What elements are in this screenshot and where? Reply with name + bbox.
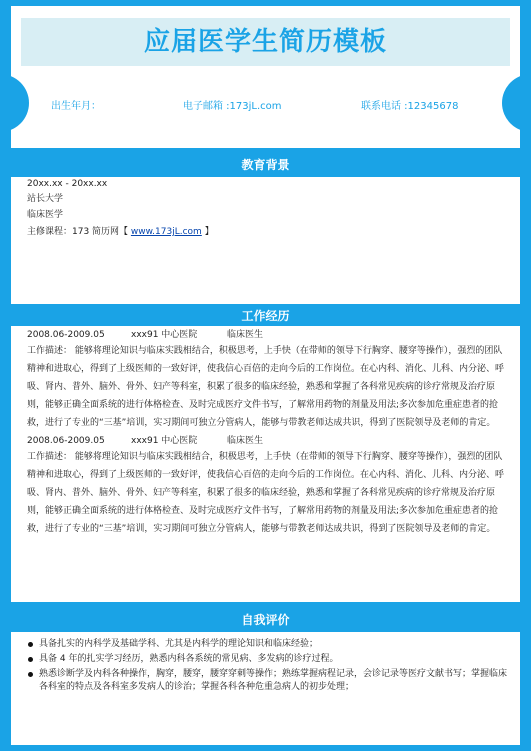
job-entry (27, 434, 507, 538)
job-header (27, 328, 507, 342)
job-period: 2008.06-2009.05 (27, 330, 105, 340)
education-major: 临床医学 (27, 210, 64, 220)
education-courses (27, 225, 214, 239)
education-period: 20xx.xx - 20xx.xx (27, 179, 108, 189)
list-item: 具备 4 年的扎实学习经历，熟悉内科各系统的常见病、多发病的诊疗过程。 (25, 653, 511, 666)
work-section (11, 326, 520, 602)
job-role: 临床医生 (227, 436, 264, 446)
self-evaluation-list (25, 638, 511, 696)
header-card (11, 6, 520, 148)
title-band (21, 18, 510, 66)
self-evaluation-heading: 自我评价 (241, 613, 290, 627)
work-heading: 工作经历 (241, 309, 290, 323)
education-school: 站长大学 (27, 194, 64, 204)
page-title: 应届医学生简历模板 (143, 27, 387, 57)
list-item: 熟悉诊断学及内科各种操作，胸穿，腰穿，腰穿穿刺等操作；熟练掌握病程记录，会诊记录等医疗文献书写；掌握临床各科室的特点及各科室多发病人的诊治；掌握各科各种危重急病人的初步处理； (25, 668, 511, 694)
contact-row (11, 97, 520, 113)
phone-label: 联系电话 :12345678 (361, 101, 459, 112)
courses-link[interactable]: www.173jL.com (130, 227, 202, 237)
self-evaluation-section (11, 632, 520, 745)
resume-page (11, 6, 520, 745)
birth-label: 出生年月： (51, 101, 101, 112)
job-org: xxx91 中心医院 (131, 330, 198, 340)
courses-suffix: 】 (204, 227, 214, 237)
job-period: 2008.06-2009.05 (27, 436, 105, 446)
job-description: 工作描述： 能够将理论知识与临床实践相结合，积极思考，上手快（在带师的领导下行胸穿、腰穿等操作），强烈的团队精神和进取心，得到了上级医师的一致好评，使我信心百倍的走向今后的工作岗位。在心内科、消化、儿科、内分泌、呼吸、肾内、普外、脑外、骨外、妇产等科室，积累了很多的临床经验，熟悉和掌握了各科常见疾病的诊疗常规及治疗原则，能够正确全面系统的进行体格检查、及时完成医疗文件书写，了解常用药物的剂量及用法;多次参加危重症患者的抢救，进行了专业的“三基”培训，实习期间可独立分管病人，能够与带教老师达成共识，得到了医院领导及老师的肯定。 (27, 346, 505, 428)
job-description: 工作描述： 能够将理论知识与临床实践相结合，积极思考，上手快（在带师的领导下行胸穿、腰穿等操作），强烈的团队精神和进取心，得到了上级医师的一致好评，使我信心百倍的走向今后的工作岗位。在心内科、消化、儿科、内分泌、呼吸、肾内、普外、脑外、骨外、妇产等科室，积累了很多的临床经验，熟悉和掌握了各科常见疾病的诊疗常规及治疗原则，能够正确全面系统的进行体格检查、及时完成医疗文件书写，了解常用药物的剂量及用法;多次参加危重症患者的抢救，进行了专业的“三基”培训，实习期间可独立分管病人，能够与带教老师达成共识，得到了医院领导及老师的肯定。 (27, 452, 505, 534)
email-label: 电子邮箱 :173jL.com (183, 101, 282, 112)
job-org: xxx91 中心医院 (131, 436, 198, 446)
courses-prefix: 主修课程：173 简历网【 (27, 227, 129, 237)
list-item: 具备扎实的内科学及基础学科、尤其是内科学的理论知识和临床经验； (25, 638, 511, 651)
job-entry (27, 328, 507, 432)
job-header (27, 434, 507, 448)
education-heading: 教育背景 (241, 158, 290, 172)
education-section (11, 177, 520, 304)
job-role: 临床医生 (227, 330, 264, 340)
